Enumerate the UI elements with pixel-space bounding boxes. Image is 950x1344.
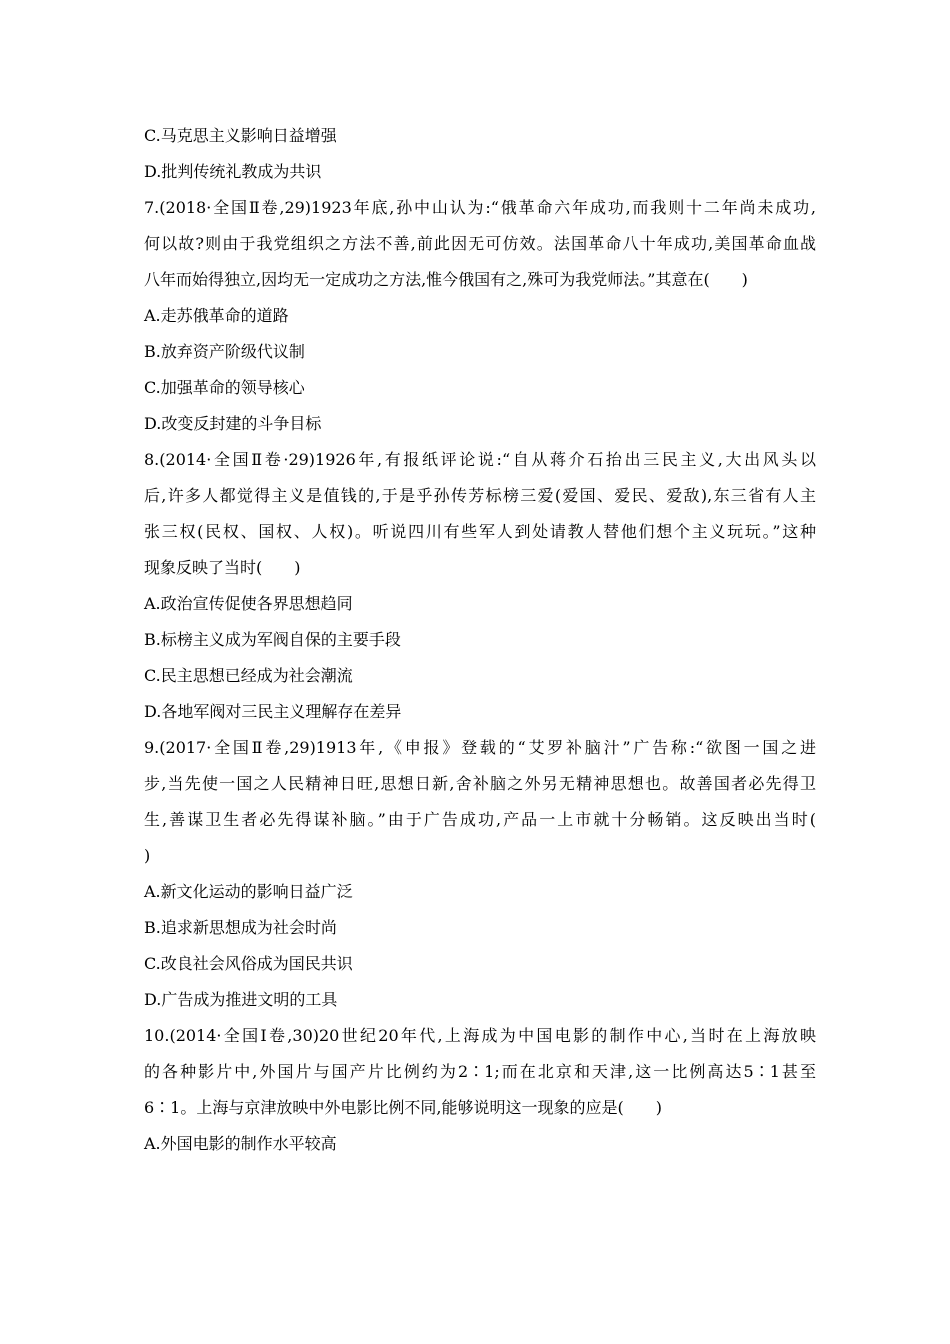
answer-option: A.外国电影的制作水平较高	[144, 1134, 337, 1153]
question-line: 10.(2014·全国Ⅰ卷,30)20世纪20年代,上海成为中国电影的制作中心,当时在上海放映	[144, 1026, 816, 1045]
answer-option: C.民主思想已经成为社会潮流	[144, 666, 353, 685]
question-line: 8.(2014·全国Ⅱ卷·29)1926年,有报纸评论说:“自从蒋介石抬出三民主义,大出风头以	[144, 450, 816, 469]
question-line: )	[144, 846, 151, 865]
question-line: 生,善谋卫生者必先得谋补脑。”由于广告成功,产品一上市就十分畅销。这反映出当时(	[144, 810, 816, 829]
question-line: 现象反映了当时( )	[144, 558, 301, 577]
answer-option: D.广告成为推进文明的工具	[144, 990, 338, 1009]
answer-option: C.马克思主义影响日益增强	[144, 126, 337, 145]
answer-option: B.标榜主义成为军阀自保的主要手段	[144, 630, 401, 649]
question-text	[144, 118, 816, 1162]
answer-option: C.加强革命的领导核心	[144, 378, 305, 397]
question-line: 6∶1。上海与京津放映中外电影比例不同,能够说明这一现象的应是( )	[144, 1098, 662, 1117]
question-line: 后,许多人都觉得主义是值钱的,于是乎孙传芳标榜三爱(爱国、爱民、爱敌),东三省有人主	[144, 486, 816, 505]
question-line: 9.(2017·全国Ⅱ卷,29)1913年,《申报》登载的“艾罗补脑汁”广告称:“欲图一国之进	[144, 738, 816, 757]
answer-option: D.各地军阀对三民主义理解存在差异	[144, 702, 402, 721]
question-line: 张三权(民权、国权、人权)。听说四川有些军人到处请教人替他们想个主义玩玩。”这种	[144, 522, 816, 541]
question-line: 八年而始得独立,因均无一定成功之方法,惟今俄国有之,殊可为我党师法。”其意在( )	[144, 270, 748, 289]
question-line: 7.(2018·全国Ⅱ卷,29)1923年底,孙中山认为:“俄革命六年成功,而我则十二年尚未成功,	[144, 198, 816, 217]
answer-option: B.放弃资产阶级代议制	[144, 342, 305, 361]
answer-option: B.追求新思想成为社会时尚	[144, 918, 337, 937]
question-line: 步,当先使一国之人民精神日旺,思想日新,舍补脑之外另无精神思想也。故善国者必先得卫	[144, 774, 816, 793]
answer-option: A.政治宣传促使各界思想趋同	[144, 594, 353, 613]
answer-option: D.批判传统礼教成为共识	[144, 162, 322, 181]
answer-option: A.走苏俄革命的道路	[144, 306, 289, 325]
question-line: 何以故?则由于我党组织之方法不善,前此因无可仿效。法国革命八十年成功,美国革命血战	[144, 234, 816, 253]
answer-option: C.改良社会风俗成为国民共识	[144, 954, 353, 973]
answer-option: A.新文化运动的影响日益广泛	[144, 882, 353, 901]
question-line: 的各种影片中,外国片与国产片比例约为2∶1;而在北京和天津,这一比例高达5∶1甚至	[144, 1062, 816, 1081]
answer-option: D.改变反封建的斗争目标	[144, 414, 322, 433]
